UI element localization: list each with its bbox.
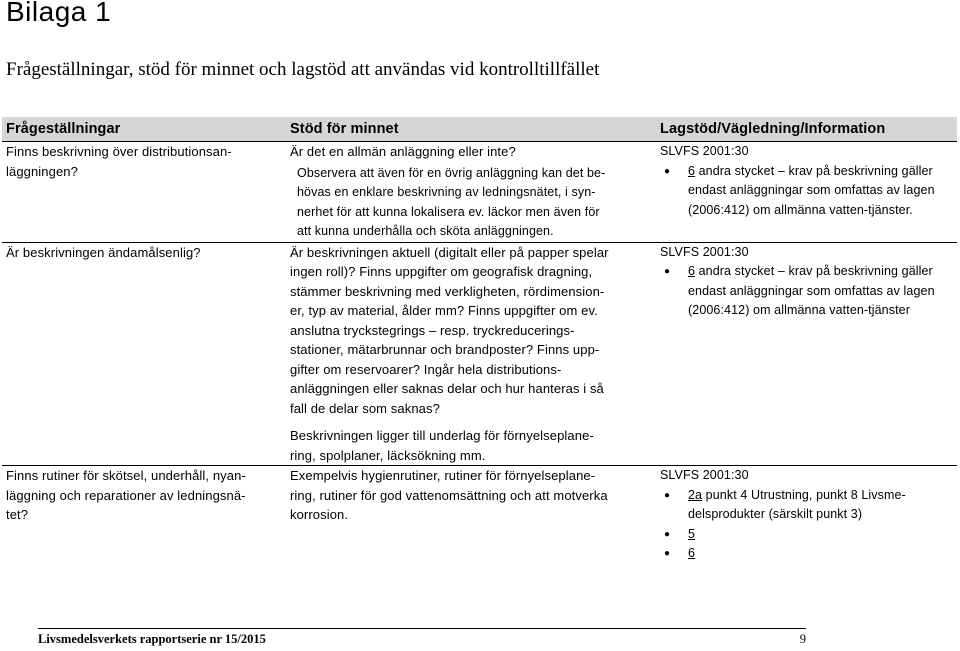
- header-legal-support: Lagstöd/Vägledning/Information: [656, 117, 957, 142]
- row1-question: Finns beskrivning över distributionsan- läggningen?: [2, 142, 286, 243]
- list-item: [660, 544, 953, 564]
- law-text: andra stycket – krav på beskrivning gäller endast anläggningar som omfattas av lagen (2006:412) om allmänna vatten-tjänster.: [688, 163, 935, 217]
- row2-support: [286, 242, 656, 466]
- row1-law-list: [660, 162, 953, 221]
- row1-support-question: Är det en allmän anläggning eller inte?: [290, 144, 516, 159]
- table-row: [2, 142, 957, 243]
- section-ref: 6: [688, 264, 696, 278]
- header-questions: Frågeställningar: [2, 117, 286, 142]
- page-heading: Bilaga 1: [6, 0, 112, 27]
- header-memory-support: Stöd för minnet: [286, 117, 656, 142]
- row2-law-title: SLVFS 2001:30: [660, 244, 749, 259]
- section-ref: 6: [688, 546, 696, 560]
- row3-law: [656, 466, 957, 564]
- row1-law: [656, 142, 957, 243]
- list-item: [660, 525, 953, 545]
- row3-question: Finns rutiner för skötsel, underhåll, nyan- läggning och reparationer av ledningsnä- tet?: [6, 468, 246, 522]
- table-header-row: [2, 117, 957, 142]
- row2-support-text: Är beskrivningen aktuell (digitalt eller på papper spelar ingen roll)? Finns uppgifter om geografisk dragning, stämmer beskrivning med verkligheten, rördimension- er, typ av material, ålder mm? Finns uppgifter om ev. anslutna tryckstegrings – resp. tryckreducerings- stationer, mätarbrunnar och brandposter? Finns upp- gifter om reservoarer? Ingår hela distributions- anläggningen eller saknas delar och hur hanteras i så fall de delar som saknas?: [290, 244, 609, 416]
- report-series: Livsmedelsverkets rapportserie nr 15/2015: [38, 632, 266, 646]
- row3-law-list: [660, 486, 953, 564]
- list-item: [660, 262, 953, 321]
- row2-law-list: [660, 262, 953, 321]
- row3-law-title: SLVFS 2001:30: [660, 468, 749, 482]
- row2-law: [656, 242, 957, 466]
- page-number: 9: [799, 632, 806, 646]
- table-row: [2, 466, 957, 564]
- list-item: [660, 162, 953, 221]
- list-item: [660, 486, 953, 525]
- section-ref: 2a: [688, 487, 703, 502]
- row2-support-extra: Beskrivningen ligger till underlag för förnyelseplane- ring, spolplaner, läcksökning mm.: [290, 428, 594, 463]
- row1-support-note: Observera att även för en övrig anläggning kan det be- hövas en enklare beskrivning av ledningsnätet, i syn- nerhet för att kunna lokalisera ev. läckor men även för att kunna underhålla och sköta anläggningen.: [297, 165, 606, 238]
- law-text: punkt 4 Utrustning, punkt 8 Livsme-delsprodukter (särskilt punkt 3): [688, 487, 906, 521]
- law-text: andra stycket – krav på beskrivning gäller endast anläggningar som omfattas av lagen (2006:412) om allmänna vatten-tjänster: [688, 264, 935, 317]
- row2-question: Är beskrivningen ändamålsenlig?: [2, 242, 286, 466]
- checklist-table: [2, 117, 957, 564]
- row3-support: Exempelvis hygienrutiner, rutiner för förnyelseplane- ring, rutiner för god vattenomsättning och att motverka korrosion.: [290, 468, 608, 522]
- row1-law-title: SLVFS 2001:30: [660, 144, 749, 158]
- section-ref: 5: [688, 526, 696, 541]
- table-row: [2, 242, 957, 466]
- page-footer: [38, 628, 806, 651]
- section-ref: 6: [688, 163, 696, 178]
- row1-support: [286, 142, 656, 243]
- page-subheading: Frågeställningar, stöd för minnet och lagstöd att användas vid kontrolltillfället: [6, 59, 600, 80]
